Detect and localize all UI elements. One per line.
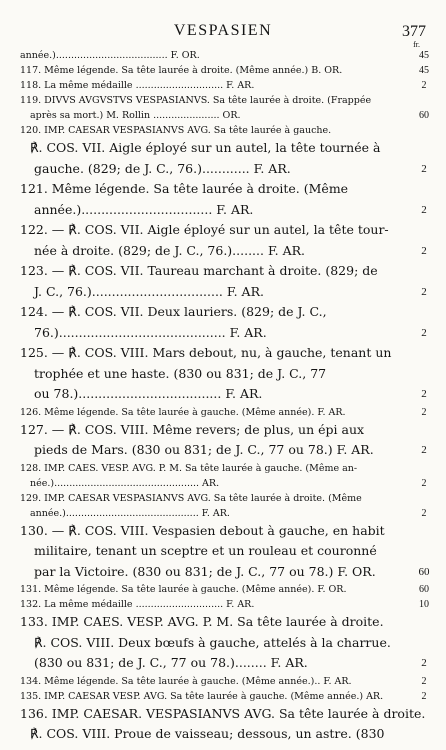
catalogue-line [20,653,428,674]
line-text: née.)................................................ AR. [30,477,220,489]
catalogue-line [20,323,428,344]
rate-value: 2 [421,477,427,489]
line-text: ℟. COS. VII. Aigle éployé sur un autel, la tête tournée à [30,140,381,155]
rate-value: 2 [421,507,427,519]
line-text: 118. La même médaille ............................. F. AR. [20,80,255,91]
line-text: 129. IMP. CAESAR VESPASIANVS AVG. Sa tête laurée à droite. (Même [20,492,362,504]
line-text: militaire, tenant un sceptre et un rouleau et couronné [34,543,377,558]
page-header [0,22,446,49]
catalogue-line [20,612,428,633]
line-text: 123. — ℟. COS. VII. Taureau marchant à droite. (829; de [20,263,378,278]
catalogue-line [20,476,428,491]
catalogue-line [20,405,428,420]
line-text: 132. La même médaille ............................. F. AR. [20,599,255,610]
line-text: 127. — ℟. COS. VIII. Même revers; de plus, un épi aux [20,421,365,437]
line-text: 126. Même légende. Sa tête laurée à gauche. (Même année). F. AR. [20,406,346,418]
catalogue-line [20,521,428,542]
catalogue-line [20,689,428,704]
rate-value: 60 [418,565,430,578]
rate-value: 45 [419,50,429,61]
line-text: gauche. (829; de J. C., 76.)............ F. AR. [34,160,291,176]
catalogue-line [20,440,428,461]
rate-column-heading: fr. [413,40,420,49]
catalogue-line [20,491,428,506]
rate-value: 2 [421,444,427,456]
catalogue-line [20,108,428,123]
rate-value: 45 [419,65,429,76]
catalogue-line [20,302,428,323]
line-text: 131. Même légende. Sa tête laurée à gauche. (Même année). F. OR. [20,584,347,595]
line-text: ℟. COS. VIII. Deux bœufs à gauche, attelés à la charrue. [34,634,391,650]
catalogue-line [20,582,428,597]
running-title: VESPASIEN [173,22,273,39]
page-number: 377 [402,23,426,40]
catalogue-line [20,343,428,364]
line-text: année.)............................................ F. AR. [30,507,230,519]
line-text: pieds de Mars. (830 ou 831; de J. C., 77 ou 78.) F. AR. [34,442,374,457]
catalogue-line [20,179,428,200]
rate-value: 10 [419,599,429,610]
catalogue-line [20,724,428,745]
line-text: (830 ou 831; de J. C., 77 ou 78.)........ F. AR. [34,655,308,670]
catalogue-line [20,63,428,78]
line-text: 120. IMP. CAESAR VESPASIANVS AVG. Sa tête laurée à gauche. [20,125,332,136]
rate-value: 2 [421,388,427,400]
catalogue-line [20,78,428,93]
rate-value: 2 [421,657,427,669]
line-text: année.)..................................... F. OR. [20,50,200,61]
line-text: 117. Même légende. Sa tête laurée à droite. (Même année.) B. OR. [20,65,343,76]
catalogue-line [20,138,428,159]
rate-value: 2 [421,285,427,298]
line-text: 130. — ℟. COS. VIII. Vespasien debout à gauche, en habit [20,522,385,538]
catalogue-line [20,597,428,612]
rate-value: 60 [419,584,429,595]
catalogue-line [20,674,428,689]
catalogue-line [20,123,428,138]
rate-value: 2 [421,203,427,216]
catalogue-line [20,93,428,108]
line-text: année.)................................. F. AR. [34,201,254,217]
catalogue-line [20,159,428,180]
line-text: par la Victoire. (830 ou 831; de J. C., 77 ou 78.) F. OR. [34,563,376,579]
line-text: 136. IMP. CAESAR. VESPASIANVS AVG. Sa tête laurée à droite. [20,705,426,721]
rate-value: 2 [421,244,427,257]
line-text: 122. — ℟. COS. VII. Aigle éployé sur un autel, la tête tour- [20,222,389,237]
line-text: 124. — ℟. COS. VII. Deux lauriers. (829; de J. C., [20,304,327,319]
catalogue-line [20,384,428,405]
catalogue-line [20,541,428,562]
catalogue-line [20,48,428,63]
catalogue-line [20,364,428,385]
rate-value: 2 [421,406,427,418]
line-text: 76.).......................................... F. AR. [34,324,267,340]
catalogue-entries [20,48,428,745]
rate-value: 2 [421,162,427,175]
catalogue-line [20,633,428,654]
catalogue-line [20,241,428,262]
line-text: née à droite. (829; de J. C., 76.)........ F. AR. [34,242,306,258]
line-text: 135. IMP. CAESAR VESP. AVG. Sa tête laurée à gauche. (Même année.) AR. [20,690,384,702]
rate-value: 2 [421,690,427,702]
line-text: ℟. COS. VIII. Proue de vaisseau; dessous, un astre. (830 [30,726,385,741]
line-text: 133. IMP. CAES. VESP. AVG. P. M. Sa tête laurée à droite. [20,614,384,629]
line-text: trophée et une haste. (830 ou 831; de J. C., 77 [34,365,327,381]
rate-value: 2 [421,675,427,687]
catalogue-line [20,200,428,221]
rate-value: 2 [421,326,427,339]
catalogue-line [20,506,428,521]
line-text: 121. Même légende. Sa tête laurée à droite. (Même [20,181,349,196]
catalogue-line [20,461,428,476]
line-text: 134. Même légende. Sa tête laurée à gauche. (Même année.).. F. AR. [20,675,352,687]
catalogue-line [20,220,428,241]
line-text: 119. DIVVS AVGVSTVS VESPASIANVS. Sa tête laurée à droite. (Frappée [20,95,372,106]
catalogue-line [20,562,428,583]
line-text: ou 78.).................................... F. AR. [34,386,263,401]
line-text: après sa mort.) M. Rollin ...................... OR. [30,110,241,121]
catalogue-line [20,704,428,725]
catalogue-line [20,282,428,303]
rate-value: 60 [419,110,429,121]
catalogue-line [20,261,428,282]
rate-value: 2 [421,80,427,91]
catalogue-line [20,420,428,441]
line-text: J. C., 76.)................................. F. AR. [34,283,264,299]
line-text: 128. IMP. CAES. VESP. AVG. P. M. Sa tête laurée à gauche. (Même an- [20,462,358,474]
line-text: 125. — ℟. COS. VIII. Mars debout, nu, à gauche, tenant un [20,345,392,360]
